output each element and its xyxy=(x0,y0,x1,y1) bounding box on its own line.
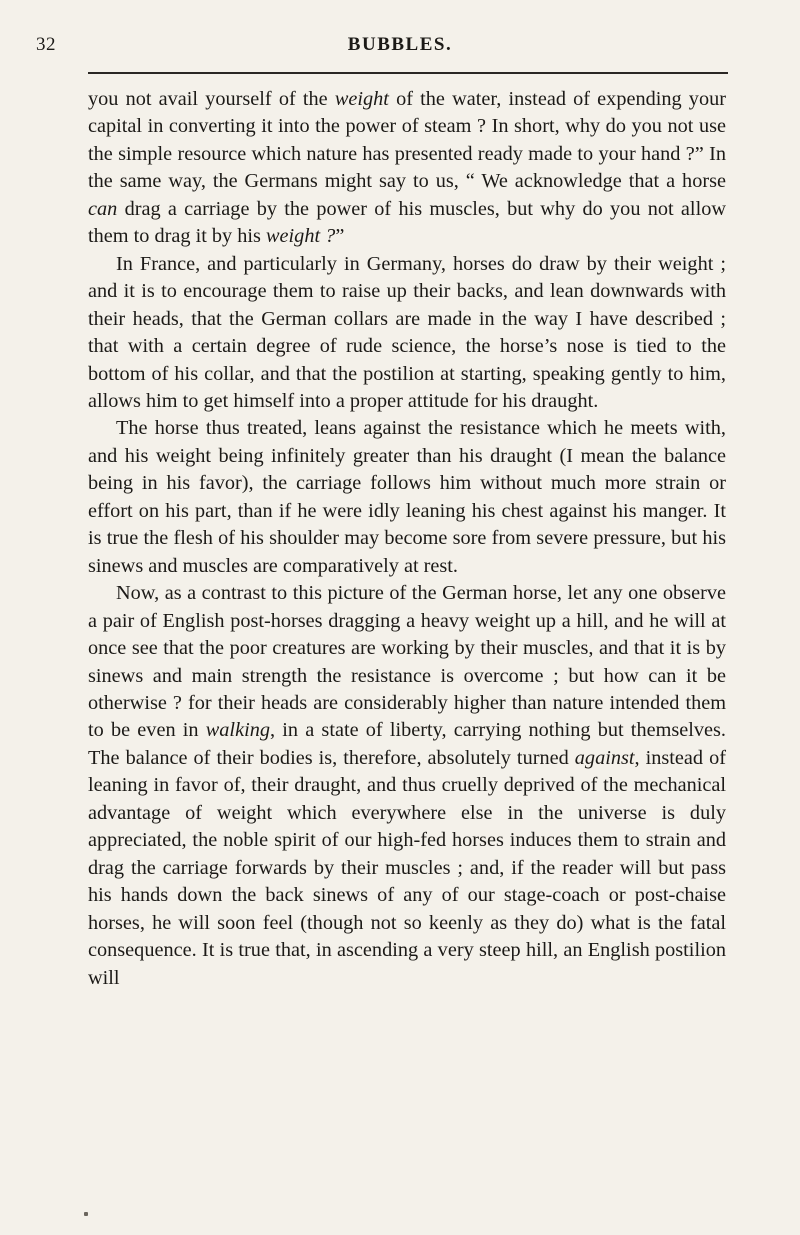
body-text xyxy=(88,86,726,992)
page-mark xyxy=(84,1212,88,1216)
text-segment: In France, and particularly in Germany, horses do draw by their weight ; and it is to encourage them to raise up their backs, and lean downwards with their heads, that the German collars are made in the way I have described ; that with a certain degree of rude science, the horse’s nose is tied to the bottom of his collar, and that the postilion at starting, speaking gently to him, allows him to get himself into a proper attitude for his draught. xyxy=(88,252,726,412)
running-head: BUBBLES. xyxy=(347,34,453,55)
italic-text: weight ? xyxy=(266,225,336,248)
text-segment: , instead of leaning in favor of, their draught, and thus cruelly deprived of the mechanical advantage of weight which everywhere else in the universe is duly appreciated, the noble spirit of our high-fed horses induces them to strain and drag the carriage forwards by their muscles ; and, if the reader will but pass his hands down the back sinews of any of our stage-coach or post-chaise horses, he will soon feel (though not so keenly as they do) what is the fatal consequence. It is true that, in ascending a very steep hill, an English postilion will xyxy=(88,746,726,989)
paragraph-2 xyxy=(88,251,726,416)
header-rule xyxy=(88,72,728,74)
text-segment: drag a carriage by the power of his muscles, but why do you not allow them to drag it by his xyxy=(88,197,726,248)
italic-text: walking xyxy=(205,719,270,742)
text-segment: Now, as a contrast to this picture of the German horse, let any one observe a pair of English post-horses dragging a heavy weight up a hill, and he will at once see that the poor creatures are working by their muscles, and that it is by sinews and main strength the resistance is overcome ; but how can it be otherwise ? for their heads are considerably higher than nature intended them to be even in xyxy=(88,582,726,742)
paragraph-3 xyxy=(88,415,726,580)
text-segment: ” xyxy=(335,225,345,248)
page-number: 32 xyxy=(36,34,56,55)
text-segment: you not avail yourself of the xyxy=(88,88,335,110)
italic-text: against xyxy=(574,746,635,769)
text-segment: of the water, instead of expending your capital in converting it into the power of steam ? In short, why do you not use the simple resource which nature has presented ready made to your hand ?” In the same way, the Germans might say to us, “ We acknowledge that a horse xyxy=(88,88,726,193)
text-segment: The horse thus treated, leans against the resistance which he meets with, and his weight being infinitely greater than his draught (I mean the balance being in his favor), the carriage follows him without much more strain or effort on his part, than if he were idly leaning his chest against his manger. It is true the flesh of his shoulder may become sore from severe pressure, but his sinews and muscles are comparatively at rest. xyxy=(88,417,726,577)
italic-text: weight xyxy=(334,88,389,110)
page-header xyxy=(0,32,800,62)
paragraph-1 xyxy=(88,86,726,251)
italic-text: can xyxy=(88,197,118,220)
text-segment: , in a state of liberty, carrying nothing but themselves. The balance of their bodies is, therefore, absolutely turned xyxy=(88,719,726,769)
paragraph-4 xyxy=(88,580,726,992)
